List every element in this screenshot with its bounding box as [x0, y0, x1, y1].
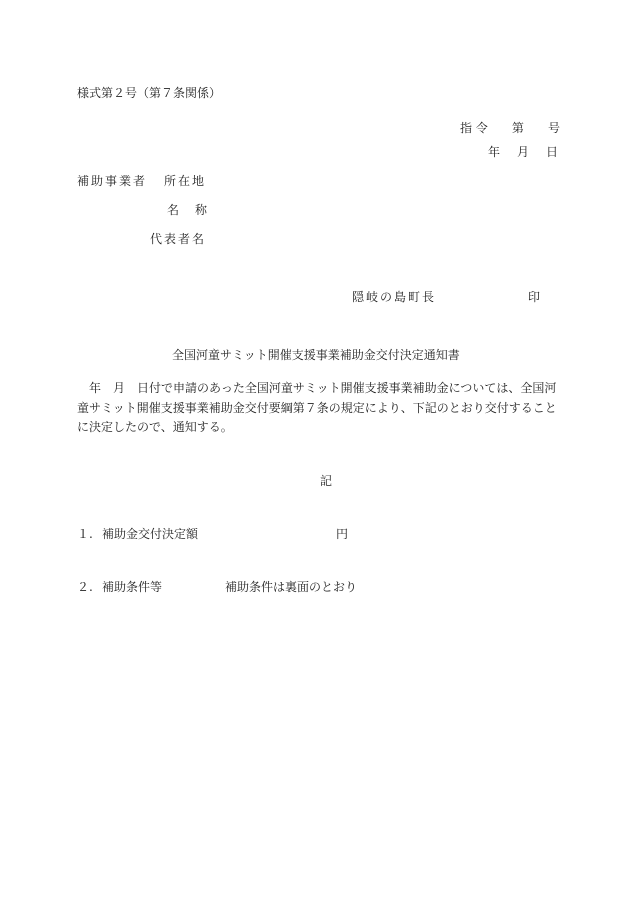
- date-year: 年: [488, 145, 501, 159]
- applicant-label: 補助事業者: [77, 174, 148, 188]
- directive-mid: 第: [511, 121, 524, 135]
- document-body: 年 月 日付で申請のあった全国河童サミット開催支援事業補助金については、全国河童サミット開催支援事業補助金交付要綱第７条の規定により、下記のとおり交付することに決定したので、通知する。: [77, 381, 557, 434]
- item-label: 補助金交付決定額: [102, 527, 199, 541]
- item-grant-amount: [77, 527, 198, 541]
- address-label: 所在地: [164, 174, 207, 188]
- form-number: 様式第２号（第７条関係）: [77, 86, 222, 100]
- directive-number-line: [460, 121, 560, 135]
- name-label: [167, 203, 207, 217]
- representative-label: 代表者名: [150, 232, 207, 246]
- seal-label: 印: [528, 290, 541, 304]
- directive-suffix: 号: [547, 121, 560, 135]
- document-title: 全国河童サミット開催支援事業補助金交付決定通知書: [172, 348, 460, 362]
- directive-prefix: 指 令: [460, 121, 488, 135]
- ki-label: 記: [320, 474, 333, 488]
- issue-date-line: [488, 145, 558, 159]
- name-label-part1: 名: [167, 203, 180, 217]
- date-day: 日: [545, 145, 558, 159]
- item-number: １.: [77, 527, 93, 541]
- item-label: 補助条件等: [102, 580, 163, 594]
- conditions-value: 補助条件は裏面のとおり: [225, 580, 358, 594]
- mayor-label: 隠岐の島町長: [352, 290, 437, 304]
- grant-amount-unit: 円: [336, 527, 349, 541]
- item-conditions: [77, 580, 162, 594]
- item-number: ２.: [77, 580, 93, 594]
- name-label-part2: 称: [194, 203, 207, 217]
- date-month: 月: [516, 145, 529, 159]
